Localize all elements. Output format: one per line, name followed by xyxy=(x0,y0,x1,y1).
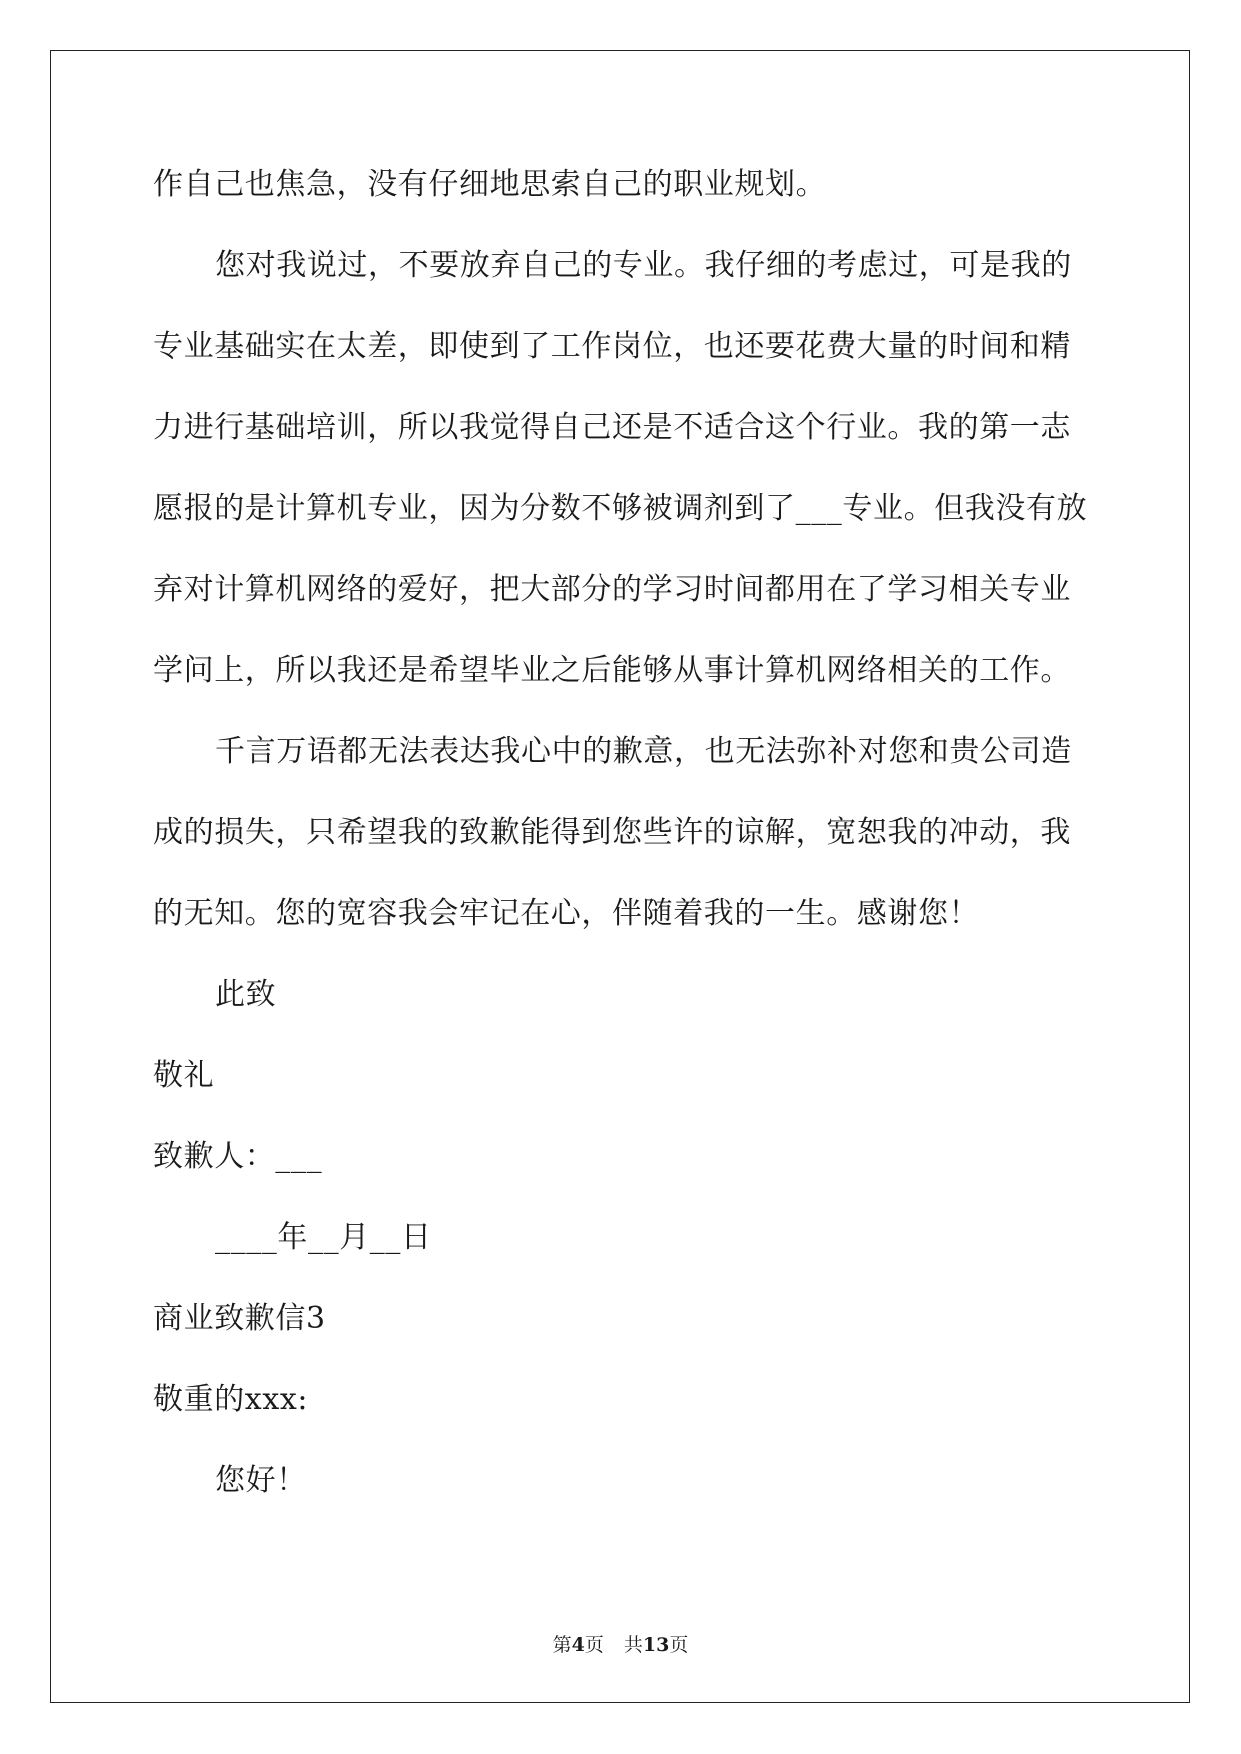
footer-page-suffix: 页 xyxy=(584,1634,604,1656)
footer-total-prefix: 共 xyxy=(623,1634,643,1656)
closing-regards: 敬礼 xyxy=(153,1058,215,1093)
paragraph-line: 成的损失，只希望我的致歉能得到您些许的谅解，宽恕我的冲动，我 xyxy=(153,815,1071,850)
paragraph-line: 专业基础实在太差，即使到了工作岗位，也还要花费大量的时间和精 xyxy=(153,329,1071,364)
footer-page-prefix: 第 xyxy=(552,1634,572,1656)
paragraph-line: 力进行基础培训，所以我觉得自己还是不适合这个行业。我的第一志 xyxy=(153,410,1071,445)
greeting-recipient: 敬重的xxx: xyxy=(153,1382,309,1417)
footer-total-pages: 13 xyxy=(642,1634,670,1656)
section-heading: 商业致歉信3 xyxy=(153,1301,326,1336)
paragraph-line: 千言万语都无法表达我心中的歉意，也无法弥补对您和贵公司造 xyxy=(215,734,1072,769)
paragraph-line: 您对我说过，不要放弃自己的专业。我仔细的考虑过，可是我的 xyxy=(215,248,1072,283)
footer-page-number: 4 xyxy=(571,1634,585,1656)
greeting-line: 您好！ xyxy=(215,1463,307,1498)
paragraph-line: 学问上，所以我还是希望毕业之后能够从事计算机网络相关的工作。 xyxy=(153,653,1071,688)
signature-line: 致歉人：___ xyxy=(153,1139,323,1174)
date-line: ____年__月__日 xyxy=(215,1220,432,1255)
paragraph-line: 弃对计算机网络的爱好，把大部分的学习时间都用在了学习相关专业 xyxy=(153,572,1071,607)
document-body xyxy=(153,160,1093,1537)
footer-total-suffix: 页 xyxy=(669,1634,689,1656)
paragraph-line: 作自己也焦急，没有仔细地思索自己的职业规划。 xyxy=(153,167,827,202)
page-footer xyxy=(0,1630,1241,1657)
paragraph-line: 的无知。您的宽容我会牢记在心，伴随着我的一生。感谢您！ xyxy=(153,896,980,931)
paragraph-line: 愿报的是计算机专业，因为分数不够被调剂到了___专业。但我没有放 xyxy=(153,491,1088,526)
closing-salutation: 此致 xyxy=(215,977,277,1012)
